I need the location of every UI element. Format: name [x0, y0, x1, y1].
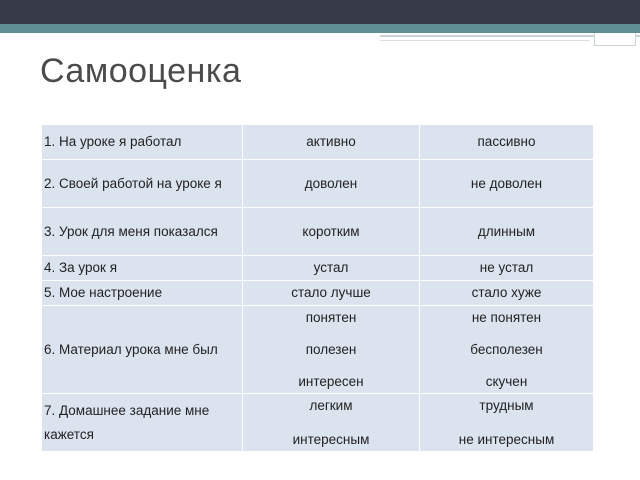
option-cell — [420, 394, 594, 452]
table-row — [42, 281, 594, 306]
option-text: понятен — [305, 309, 357, 325]
top-bar-dark — [0, 0, 640, 24]
question-cell: 6. Материал урока мне был — [42, 306, 243, 394]
option-text: полезен — [305, 341, 357, 357]
option-text: интересным — [292, 431, 370, 447]
option-cell: стало лучше — [243, 281, 420, 306]
table-row — [42, 208, 594, 256]
option-cell — [243, 394, 420, 452]
option-cell: коротким — [243, 208, 420, 256]
option-text: интересен — [298, 373, 364, 389]
option-cell: доволен — [243, 160, 420, 208]
question-cell — [42, 160, 243, 208]
question-cell: 5. Мое настроение — [42, 281, 243, 306]
option-text: бесполезен — [470, 341, 543, 357]
option-text: трудным — [479, 397, 534, 413]
table-row — [42, 306, 594, 394]
self-assessment-table — [41, 124, 594, 452]
option-cell: не устал — [420, 256, 594, 281]
question-cell: 7. Домашнее задание мне кажется — [42, 394, 243, 452]
option-text: не понятен — [471, 309, 542, 325]
option-cell — [420, 306, 594, 394]
option-cell: не доволен — [420, 160, 594, 208]
top-bar-accent — [0, 24, 640, 33]
option-text: легким — [309, 397, 353, 413]
table-row — [42, 256, 594, 281]
option-cell: стало хуже — [420, 281, 594, 306]
decorative-corner — [594, 33, 636, 46]
question-cell: 3. Урок для меня показался — [42, 208, 243, 256]
option-cell: активно — [243, 125, 420, 160]
question-text: 2. Своей работой на уроке я — [44, 175, 222, 191]
table-row — [42, 160, 594, 208]
table-row — [42, 125, 594, 160]
option-cell: устал — [243, 256, 420, 281]
decorative-line — [380, 40, 590, 41]
option-text: не интересным — [458, 431, 555, 447]
question-cell: 4. За урок я — [42, 256, 243, 281]
option-text: скучен — [485, 373, 528, 389]
question-cell: 1. На уроке я работал — [42, 125, 243, 160]
page-title: Самооценка — [40, 52, 242, 90]
option-cell: длинным — [420, 208, 594, 256]
table-row — [42, 394, 594, 452]
option-cell — [243, 306, 420, 394]
option-cell: пассивно — [420, 125, 594, 160]
